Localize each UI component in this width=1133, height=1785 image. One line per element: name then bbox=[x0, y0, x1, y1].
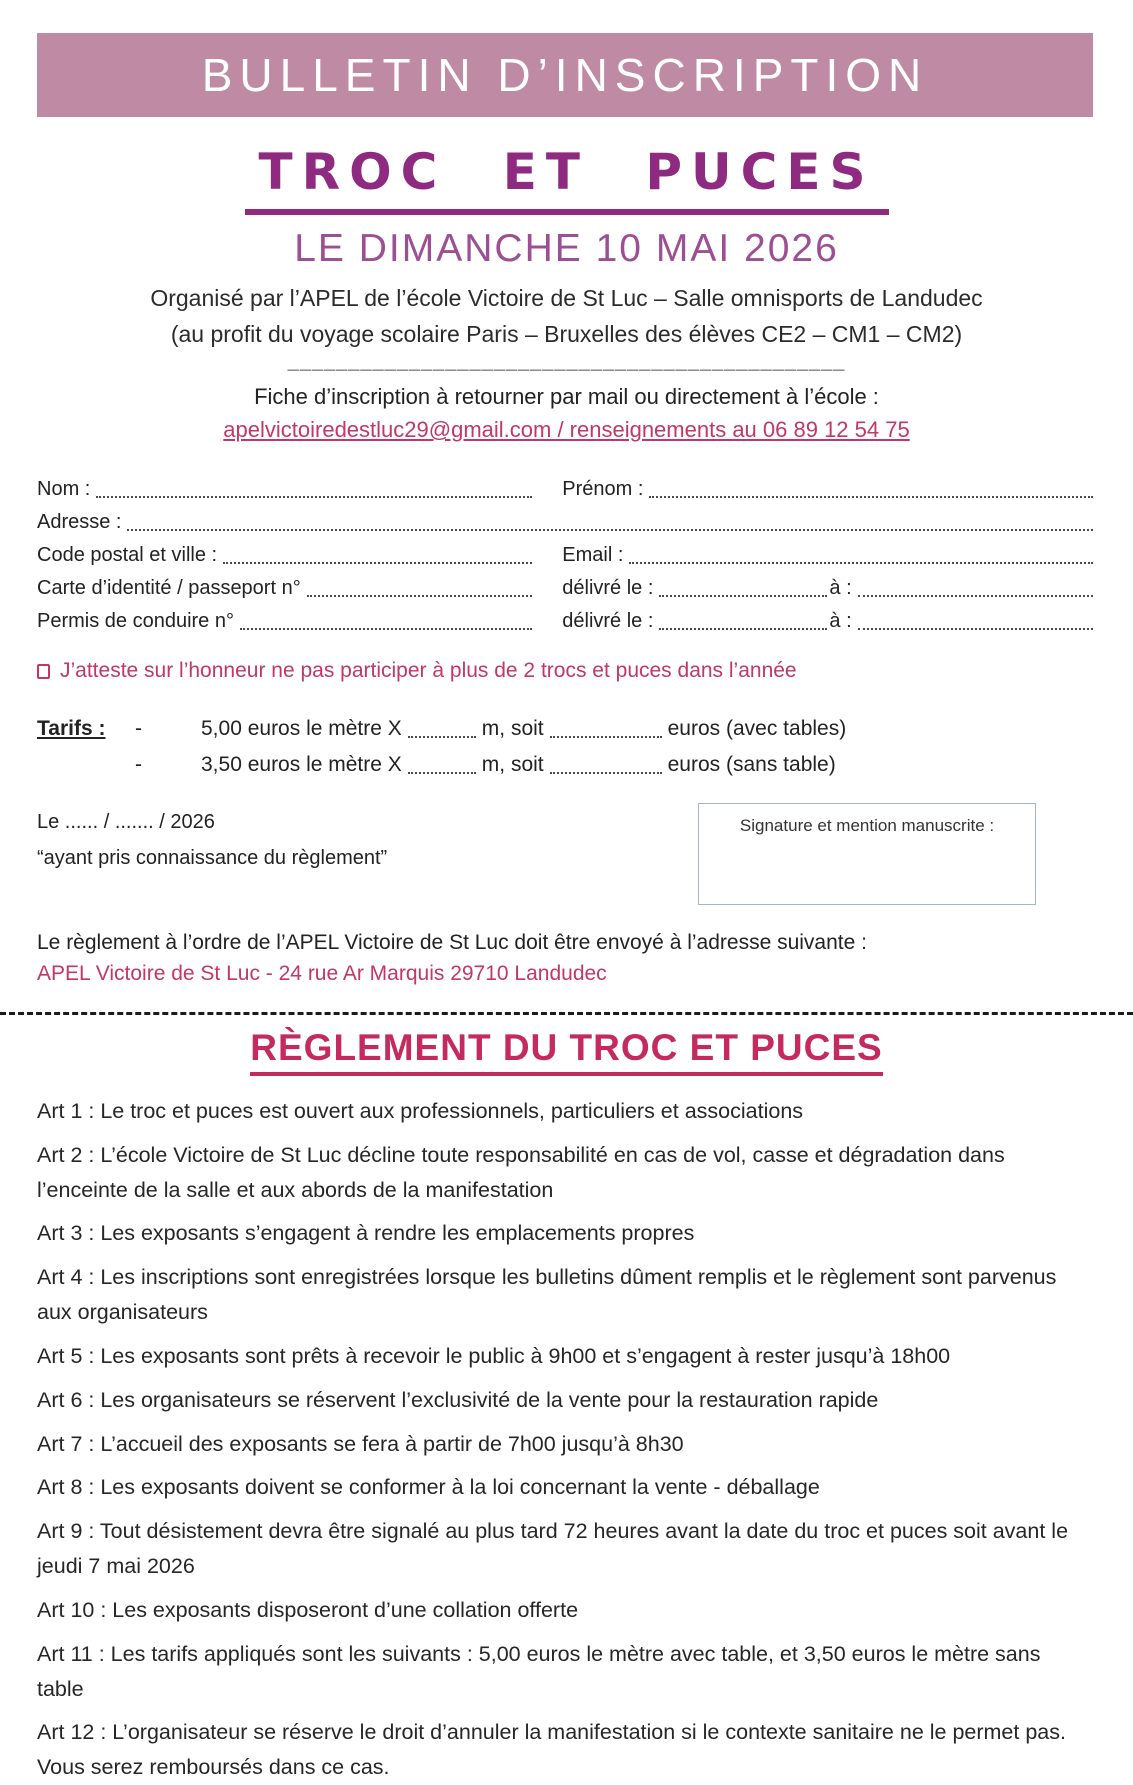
tarif-bullet-1: - bbox=[135, 717, 142, 740]
article-2: Art 2 : L’école Victoire de St Luc décline toute responsabilité en cas de vol, casse et dégradation dans l’enceinte de la salle et aux abords de la manifestation bbox=[37, 1142, 1005, 1202]
signature-box[interactable] bbox=[698, 803, 1036, 905]
delivre-le-label-1: délivré le : bbox=[562, 577, 654, 599]
article-1: Art 1 : Le troc et puces est ouvert aux professionnels, particuliers et associations bbox=[37, 1099, 804, 1123]
signature-box-label: Signature et mention manuscrite : bbox=[739, 816, 995, 835]
tarif-2-pre: 3,50 euros le mètre X bbox=[201, 753, 402, 776]
organizer-line-1: Organisé par l’APEL de l’école Victoire de St Luc – Salle omnisports de Landudec bbox=[150, 285, 983, 311]
permis-label: Permis de conduire n° bbox=[37, 610, 234, 632]
prenom-field[interactable] bbox=[649, 492, 1093, 498]
email-label: Email : bbox=[562, 544, 624, 566]
tarif-2-metres-field[interactable] bbox=[408, 768, 476, 774]
email-field[interactable] bbox=[629, 558, 1093, 564]
cut-dashed-separator bbox=[0, 1012, 1133, 1015]
tarifs-label: Tarifs : bbox=[37, 717, 106, 740]
tarif-row-1 bbox=[37, 717, 1096, 741]
article-3: Art 3 : Les exposants s’engagent à rendre les emplacements propres bbox=[37, 1221, 695, 1246]
registration-form bbox=[37, 479, 1095, 633]
form-title-banner bbox=[37, 33, 1093, 117]
tarif-1-total-field[interactable] bbox=[550, 732, 662, 738]
nom-label: Nom : bbox=[37, 478, 91, 500]
event-title: TROC ET PUCES bbox=[245, 143, 889, 215]
a-label-2: à : bbox=[829, 610, 852, 632]
article-4: Art 4 : Les inscriptions sont enregistrées lorsque les bulletins dûment remplis et le règlement sont parvenus aux organisateurs bbox=[37, 1265, 1057, 1325]
tarif-2-mid: m, soit bbox=[481, 753, 544, 776]
tarif-1-mid: m, soit bbox=[481, 717, 544, 740]
date-line[interactable]: Le ...... / ....... / 2026 bbox=[37, 811, 215, 833]
attestation-checkbox[interactable] bbox=[37, 664, 50, 679]
tarif-1-metres-field[interactable] bbox=[408, 732, 476, 738]
form-row-name bbox=[37, 479, 1095, 501]
article-6: Art 6 : Les organisateurs se réservent l’exclusivité de la vente pour la restauration rapide bbox=[37, 1387, 879, 1412]
delivre-le-field-2[interactable] bbox=[659, 624, 827, 630]
tarifs-section bbox=[37, 717, 1096, 777]
email-contact-link[interactable]: apelvictoiredestluc29@gmail.com / renseignements au 06 89 12 54 75 bbox=[223, 417, 910, 442]
date-signature-section bbox=[37, 803, 1096, 905]
tarif-row-2 bbox=[37, 753, 1096, 777]
reglement-articles bbox=[37, 1094, 1093, 1785]
a-field-2[interactable] bbox=[858, 624, 1093, 630]
article-11: Art 11 : Les tarifs appliqués sont les suivants : 5,00 euros le mètre avec table, et 3,50 euros le mètre sans table bbox=[37, 1641, 1041, 1701]
underscore-separator: ______________________________________________ bbox=[287, 351, 846, 373]
tarif-1-post: euros (avec tables) bbox=[667, 717, 847, 740]
organizer-line-2: (au profit du voyage scolaire Paris – Bruxelles des élèves CE2 – CM1 – CM2) bbox=[170, 321, 963, 347]
contact-line bbox=[0, 417, 1133, 443]
form-row-city-email bbox=[37, 545, 1095, 567]
adresse-label: Adresse : bbox=[37, 511, 122, 533]
a-field-1[interactable] bbox=[858, 591, 1093, 597]
attestation-row bbox=[37, 659, 1096, 683]
nom-field[interactable] bbox=[96, 492, 532, 498]
tarif-bullet-2: - bbox=[135, 753, 142, 776]
article-5: Art 5 : Les exposants sont prêts à recevoir le public à 9h00 et s’engagent à rester jusqu’à 18h00 bbox=[37, 1343, 951, 1368]
page-title: BULLETIN D’INSCRIPTION bbox=[201, 49, 929, 101]
article-7: Art 7 : L’accueil des exposants se fera à partir de 7h00 jusqu’à 8h30 bbox=[37, 1431, 684, 1456]
bulletin-inscription-page bbox=[0, 33, 1133, 1780]
reglement-title: RÈGLEMENT DU TROC ET PUCES bbox=[250, 1027, 882, 1076]
article-10: Art 10 : Les exposants disposeront d’une collation offerte bbox=[37, 1597, 579, 1622]
tarif-1-pre: 5,00 euros le mètre X bbox=[201, 717, 402, 740]
permis-field[interactable] bbox=[240, 624, 532, 630]
form-row-id-card bbox=[37, 578, 1095, 600]
event-date: LE DIMANCHE 10 MAI 2026 bbox=[294, 227, 839, 270]
delivre-le-field-1[interactable] bbox=[659, 591, 827, 597]
payment-instruction: Le règlement à l’ordre de l’APEL Victoire de St Luc doit être envoyé à l’adresse suivante : bbox=[37, 931, 867, 954]
carte-identite-label: Carte d’identité / passeport n° bbox=[37, 577, 301, 599]
form-row-driving-license bbox=[37, 611, 1095, 633]
delivre-le-label-2: délivré le : bbox=[562, 610, 654, 632]
code-postal-label: Code postal et ville : bbox=[37, 544, 218, 566]
article-12: Art 12 : L’organisateur se réserve le droit d’annuler la manifestation si le contexte sanitaire ne le permet pas. Vous serez remboursés dans ce cas. bbox=[37, 1720, 1066, 1780]
article-8: Art 8 : Les exposants doivent se conformer à la loi concernant la vente - déballage bbox=[37, 1475, 820, 1500]
adresse-field[interactable] bbox=[127, 525, 1093, 531]
attestation-text: J’atteste sur l’honneur ne pas participer à plus de 2 trocs et puces dans l’année bbox=[60, 659, 797, 682]
a-label-1: à : bbox=[829, 577, 852, 599]
tarif-2-post: euros (sans table) bbox=[667, 753, 836, 776]
code-postal-field[interactable] bbox=[223, 558, 532, 564]
return-instruction: Fiche d’inscription à retourner par mail ou directement à l’école : bbox=[254, 384, 879, 409]
acknowledgement-line: “ayant pris connaissance du règlement” bbox=[37, 847, 388, 869]
article-9: Art 9 : Tout désistement devra être signalé au plus tard 72 heures avant la date du troc et puces soit avant le jeudi 7 mai 2026 bbox=[37, 1519, 1069, 1579]
form-row-address bbox=[37, 512, 1095, 534]
prenom-label: Prénom : bbox=[562, 478, 644, 500]
tarif-2-total-field[interactable] bbox=[550, 768, 662, 774]
carte-identite-field[interactable] bbox=[307, 591, 533, 597]
payment-address: APEL Victoire de St Luc - 24 rue Ar Marquis 29710 Landudec bbox=[37, 962, 607, 985]
